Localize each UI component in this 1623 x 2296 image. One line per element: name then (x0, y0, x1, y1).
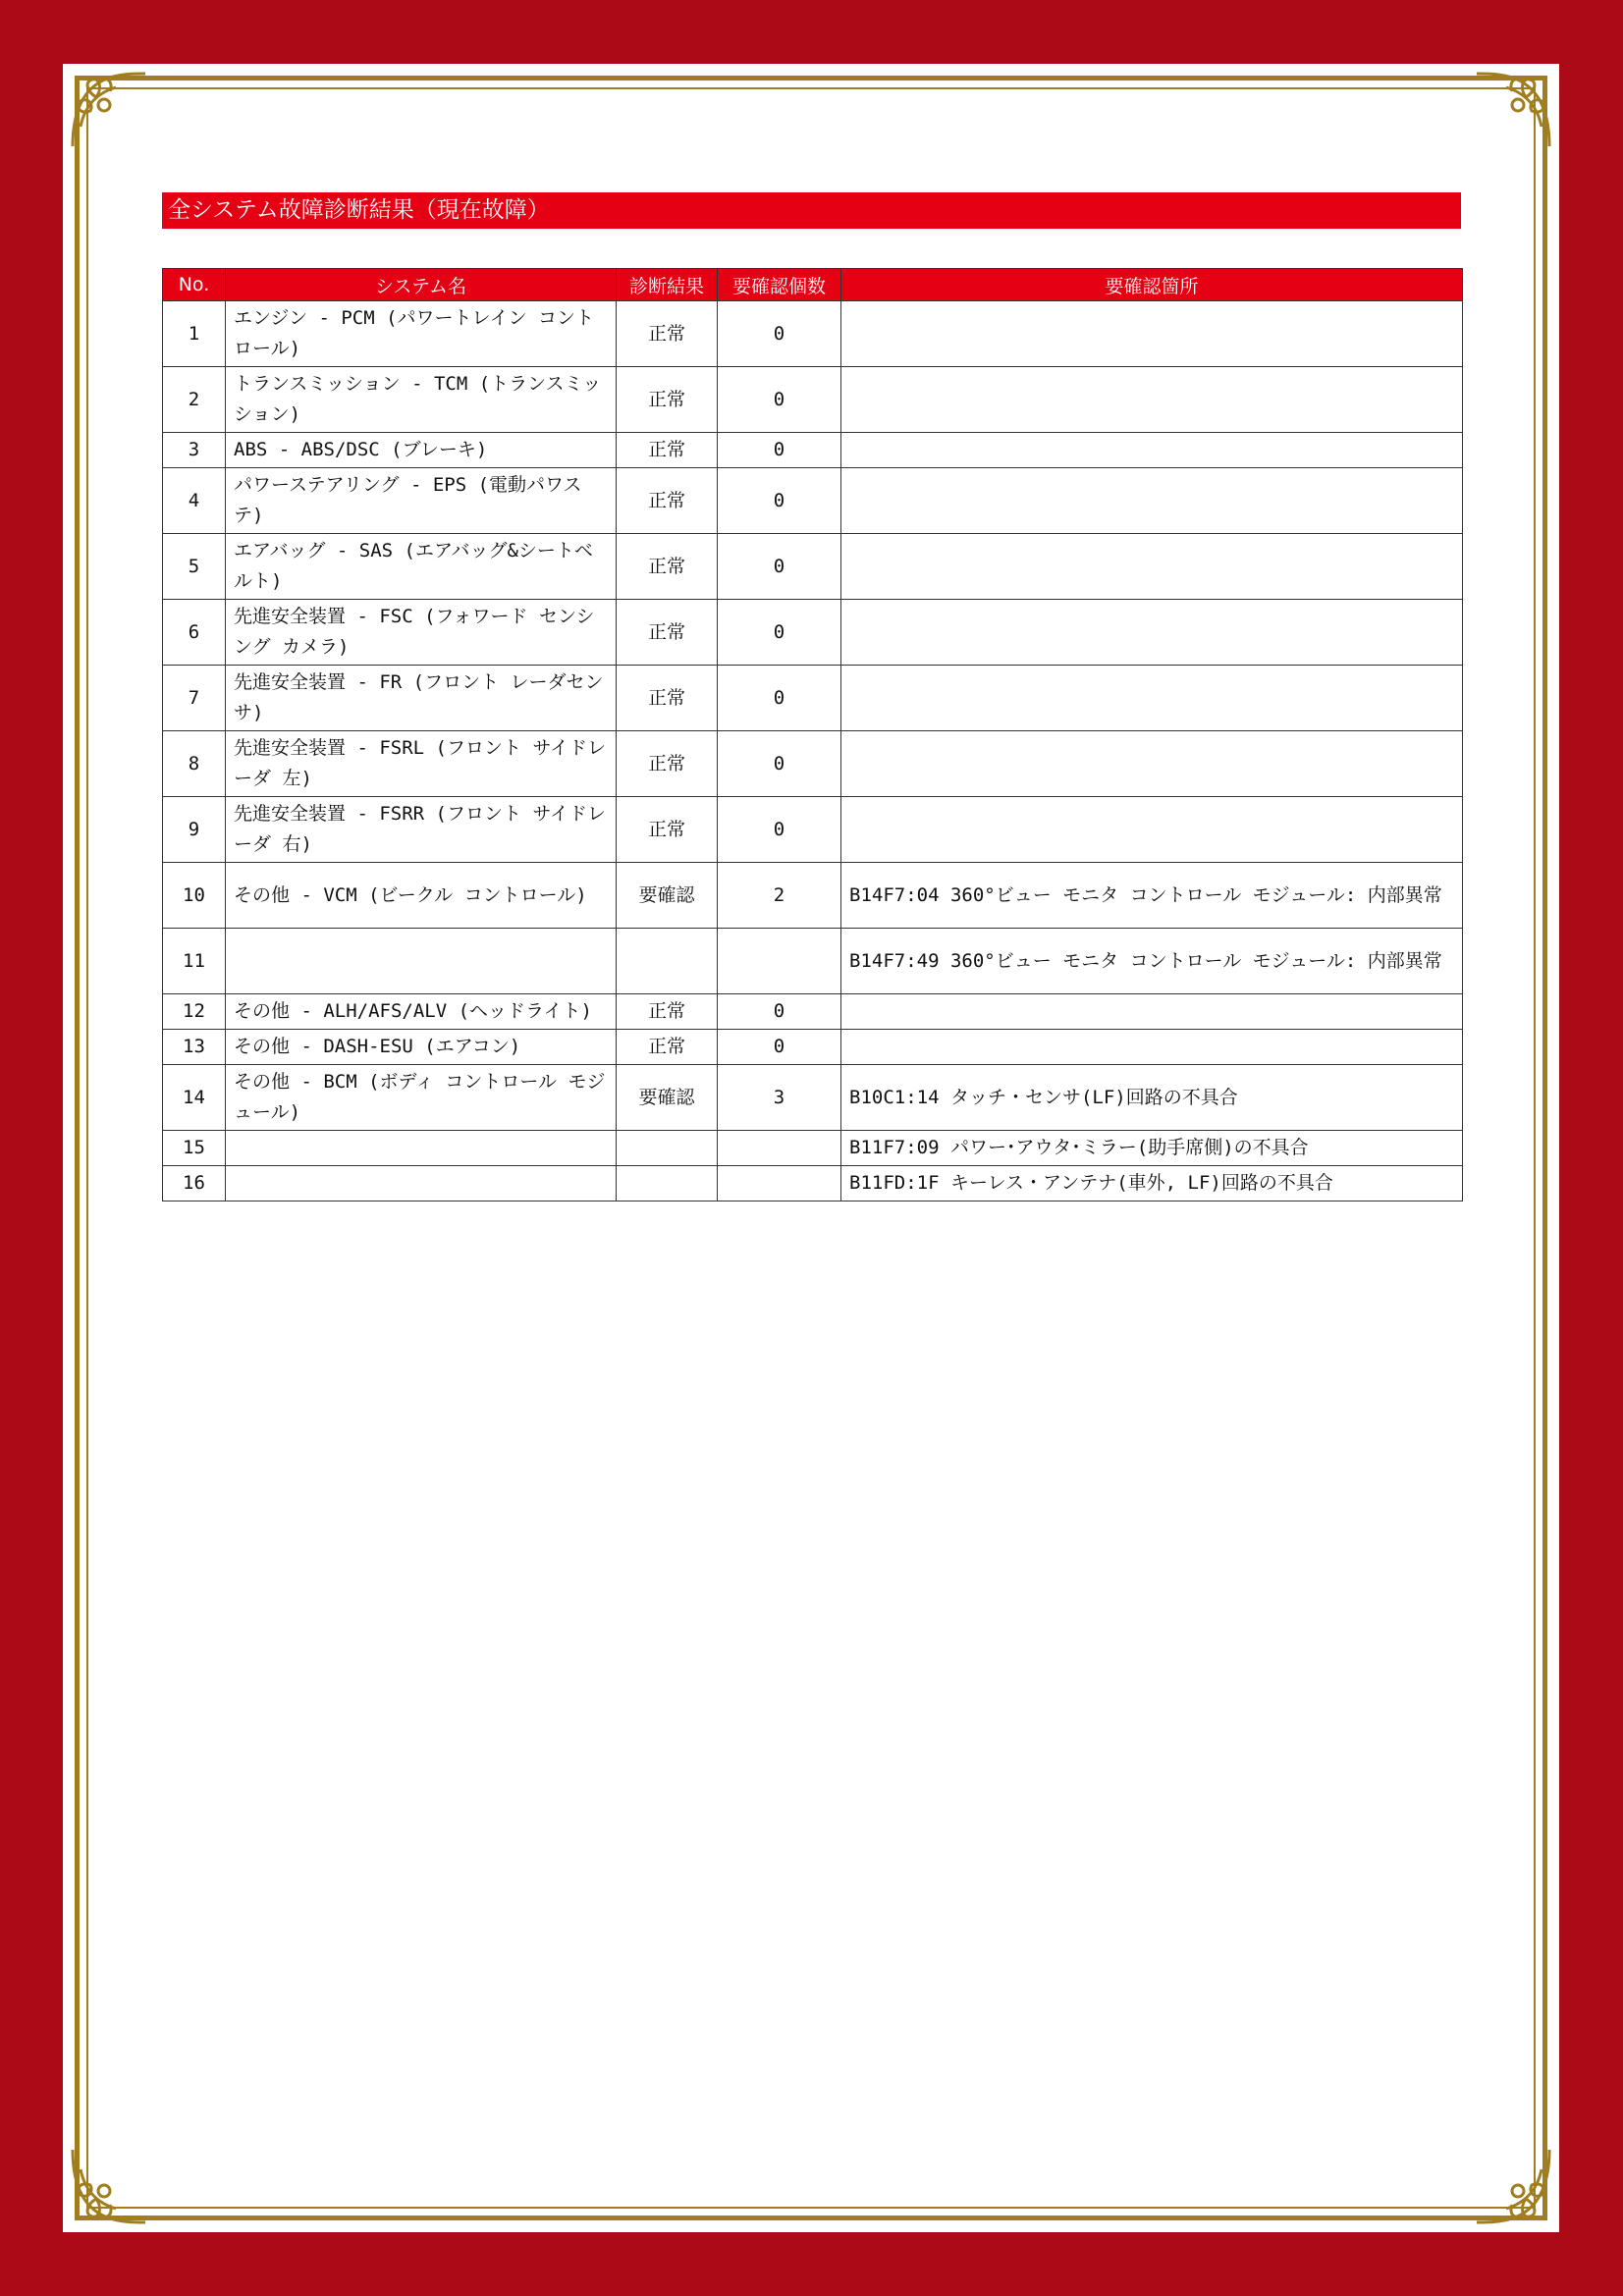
cell-location (841, 1030, 1463, 1065)
header-no: No. (163, 269, 226, 301)
table-row (163, 301, 1463, 367)
table-row (163, 433, 1463, 468)
cell-result: 正常 (617, 468, 718, 534)
cell-no: 11 (163, 929, 226, 994)
cell-count: 0 (718, 433, 841, 468)
cell-result: 正常 (617, 367, 718, 433)
cell-location (841, 367, 1463, 433)
table-row (163, 797, 1463, 863)
cell-system: 先進安全装置 - FR (フロント レーダセンサ) (226, 666, 617, 731)
table-row (163, 468, 1463, 534)
cell-location (841, 731, 1463, 797)
cell-location: B10C1:14 タッチ・センサ(LF)回路の不具合 (841, 1065, 1463, 1131)
table-row (163, 1065, 1463, 1131)
cell-count (718, 1166, 841, 1201)
cell-location: B11FD:1F キーレス・アンテナ(車外, LF)回路の不具合 (841, 1166, 1463, 1201)
cell-no: 6 (163, 600, 226, 666)
cell-count: 0 (718, 534, 841, 600)
table-row (163, 367, 1463, 433)
cell-system: ABS - ABS/DSC (ブレーキ) (226, 433, 617, 468)
cell-no: 2 (163, 367, 226, 433)
cell-no: 9 (163, 797, 226, 863)
table-row (163, 1166, 1463, 1201)
cell-no: 1 (163, 301, 226, 367)
cell-no: 4 (163, 468, 226, 534)
cell-result: 要確認 (617, 1065, 718, 1131)
cell-result: 正常 (617, 600, 718, 666)
cell-result: 要確認 (617, 863, 718, 929)
cell-no: 13 (163, 1030, 226, 1065)
cell-no: 15 (163, 1131, 226, 1166)
cell-location: B11F7:09 パワー･アウタ･ミラー(助手席側)の不具合 (841, 1131, 1463, 1166)
ornament-corner-icon (67, 2144, 151, 2228)
cell-count (718, 929, 841, 994)
cell-system: その他 - DASH-ESU (エアコン) (226, 1030, 617, 1065)
ornament-corner-icon (67, 68, 151, 152)
cell-no: 5 (163, 534, 226, 600)
cell-result: 正常 (617, 1030, 718, 1065)
cell-system: エンジン - PCM (パワートレイン コントロール) (226, 301, 617, 367)
ornament-corner-icon (1471, 68, 1555, 152)
table-row (163, 929, 1463, 994)
cell-result: 正常 (617, 666, 718, 731)
cell-system: パワーステアリング - EPS (電動パワステ) (226, 468, 617, 534)
cell-count: 0 (718, 367, 841, 433)
header-count: 要確認個数 (718, 269, 841, 301)
table-header-row (163, 269, 1463, 301)
cell-no: 7 (163, 666, 226, 731)
cell-system: その他 - BCM (ボディ コントロール モジュール) (226, 1065, 617, 1131)
table-row (163, 863, 1463, 929)
cell-system: その他 - ALH/AFS/ALV (ヘッドライト) (226, 994, 617, 1030)
cell-result: 正常 (617, 797, 718, 863)
cell-count: 0 (718, 797, 841, 863)
cell-system: その他 - VCM (ビークル コントロール) (226, 863, 617, 929)
cell-count: 2 (718, 863, 841, 929)
cell-result: 正常 (617, 301, 718, 367)
cell-location (841, 994, 1463, 1030)
cell-system: 先進安全装置 - FSC (フォワード センシング カメラ) (226, 600, 617, 666)
cell-system (226, 1166, 617, 1201)
cell-system (226, 929, 617, 994)
cell-location: B14F7:04 360°ビュー モニタ コントロール モジュール: 内部異常 (841, 863, 1463, 929)
cell-count: 0 (718, 666, 841, 731)
cell-system: エアバッグ - SAS (エアバッグ&シートベルト) (226, 534, 617, 600)
cell-result: 正常 (617, 994, 718, 1030)
cell-system (226, 1131, 617, 1166)
cell-location (841, 433, 1463, 468)
table-row (163, 1131, 1463, 1166)
header-location: 要確認箇所 (841, 269, 1463, 301)
report-title: 全システム故障診断結果（現在故障） (162, 192, 1461, 229)
cell-count: 3 (718, 1065, 841, 1131)
table-row (163, 534, 1463, 600)
cell-count: 0 (718, 600, 841, 666)
diagnosis-table (162, 268, 1463, 1201)
cell-result: 正常 (617, 433, 718, 468)
cell-location (841, 600, 1463, 666)
cell-count: 0 (718, 731, 841, 797)
cell-result (617, 1131, 718, 1166)
cell-result (617, 929, 718, 994)
table-row (163, 666, 1463, 731)
table-row (163, 1030, 1463, 1065)
cell-count (718, 1131, 841, 1166)
cell-count: 0 (718, 994, 841, 1030)
header-system: システム名 (226, 269, 617, 301)
table-row (163, 600, 1463, 666)
cell-system: トランスミッション - TCM (トランスミッション) (226, 367, 617, 433)
cell-count: 0 (718, 1030, 841, 1065)
cell-count: 0 (718, 468, 841, 534)
cell-no: 3 (163, 433, 226, 468)
cell-no: 10 (163, 863, 226, 929)
header-result: 診断結果 (617, 269, 718, 301)
cell-location (841, 666, 1463, 731)
cell-result: 正常 (617, 534, 718, 600)
cell-system: 先進安全装置 - FSRR (フロント サイドレーダ 右) (226, 797, 617, 863)
ornament-corner-icon (1471, 2144, 1555, 2228)
cell-no: 8 (163, 731, 226, 797)
cell-no: 16 (163, 1166, 226, 1201)
cell-location (841, 797, 1463, 863)
table-row (163, 994, 1463, 1030)
report-sheet (63, 64, 1559, 2232)
cell-location (841, 301, 1463, 367)
cell-count: 0 (718, 301, 841, 367)
cell-system: 先進安全装置 - FSRL (フロント サイドレーダ 左) (226, 731, 617, 797)
cell-location (841, 534, 1463, 600)
table-row (163, 731, 1463, 797)
cell-result: 正常 (617, 731, 718, 797)
cell-no: 14 (163, 1065, 226, 1131)
cell-no: 12 (163, 994, 226, 1030)
cell-result (617, 1166, 718, 1201)
cell-location: B14F7:49 360°ビュー モニタ コントロール モジュール: 内部異常 (841, 929, 1463, 994)
cell-location (841, 468, 1463, 534)
